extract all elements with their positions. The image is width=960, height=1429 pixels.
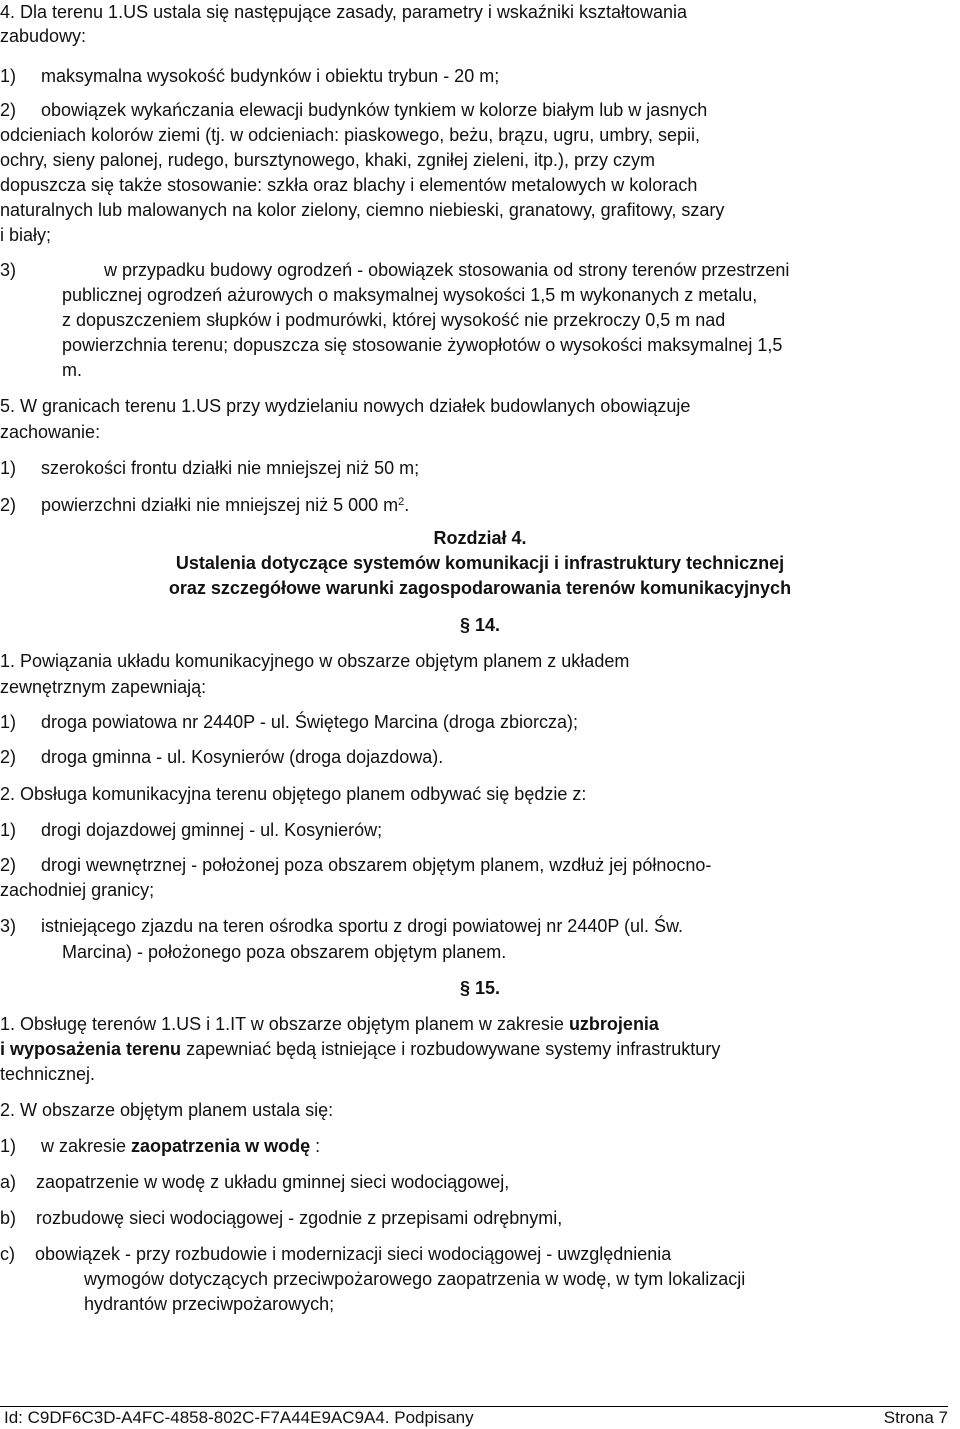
p4-item2-line: dopuszcza się także stosowanie: szkła oraz blachy i elementów metalowych w kolorach — [0, 175, 698, 195]
s15-item-c-line: wymogów dotyczących przeciwpożarowego zaopatrzenia w wodę, w tym lokalizacji — [84, 1269, 746, 1289]
p4-item3-line: powierzchnia terenu; dopuszcza się stosowanie żywopłotów o wysokości maksymalnej 1,5 — [62, 335, 783, 355]
p4-item3-line: z dopuszczeniem słupków i podmurówki, której wysokość nie przekroczy 0,5 m nad — [62, 310, 726, 330]
p4-item3-line: publicznej ogrodzeń ażurowych o maksymalnej wysokości 1,5 m wykonanych z metalu, — [62, 285, 758, 305]
s14-p2-item1: 1) drogi dojazdowej gminnej - ul. Kosynierów; — [0, 820, 383, 840]
chapter-number: Rozdział 4. — [433, 528, 527, 548]
s14-p2: 2. Obsługa komunikacyjna terenu objętego planem odbywać się będzie z: — [0, 784, 587, 804]
s15-p2-item1: 1) w zakresie zaopatrzenia w wodę : — [0, 1136, 321, 1156]
chapter-title: Ustalenia dotyczące systemów komunikacji i infrastruktury technicznej — [175, 553, 785, 573]
superscript-2: 2 — [398, 496, 405, 508]
s15-p1-line: 1. Obsługę terenów 1.US i 1.IT w obszarze objętym planem w zakresie uzbrojenia — [0, 1014, 659, 1034]
section-15-heading: § 15. — [459, 978, 501, 998]
p4-item3-line: m. — [62, 360, 82, 380]
p5-item2: 2) powierzchni działki nie mniejszej niż 5 000 $m^2$. — [0, 495, 410, 515]
p4-item3-line: w przypadku budowy ogrodzeń - obowiązek stosowania od strony terenów przestrzeni — [104, 260, 790, 280]
p4-intro: 4. Dla terenu 1.US ustala się następujące zasady, parametry i wskaźniki kształtowania — [0, 2, 687, 22]
page-number: Strona 7 — [883, 1408, 948, 1427]
p4-item2-line: naturalnych lub malowanych na kolor zielony, ciemno niebieski, granatowy, grafitowy, szary — [0, 200, 725, 220]
s14-p1-item1: 1) droga powiatowa nr 2440P - ul. Świętego Marcina (droga zbiorcza); — [0, 712, 578, 732]
s15-p1-line: technicznej. — [0, 1064, 96, 1084]
p4-item2-line: ochry, sieny palonej, rudego, bursztynowego, khaki, zgniłej zieleni, itp.), przy czym — [0, 150, 655, 170]
s14-p1-item2: 2) droga gminna - ul. Kosynierów (droga dojazdowa). — [0, 747, 444, 767]
chapter-title: oraz szczegółowe warunki zagospodarowania terenów komunikacyjnych — [168, 578, 792, 598]
page-footer — [0, 1406, 948, 1429]
p5-line: 5. W granicach terenu 1.US przy wydzielaniu nowych działek budowlanych obowiązuje — [0, 396, 691, 416]
document-id: Id: C9DF6C3D-A4FC-4858-802C-F7A44E9AC9A4. Podpisany — [4, 1408, 474, 1427]
p5-item1: 1) szerokości frontu działki nie mniejszej niż 50 m; — [0, 458, 420, 478]
section-14-heading: § 14. — [459, 615, 501, 635]
p4-item1: 1) maksymalna wysokość budynków i obiektu trybun - 20 m; — [0, 66, 500, 86]
s14-p2-item2-line: zachodniej granicy; — [0, 880, 155, 900]
p4-item2-line: 2) obowiązek wykańczania elewacji budynków tynkiem w kolorze białym lub w jasnych — [0, 100, 708, 120]
s14-p2-item2-line: 2) drogi wewnętrznej - położonej poza obszarem objętym planem, wzdłuż jej północno- — [0, 855, 712, 875]
s15-p2: 2. W obszarze objętym planem ustala się: — [0, 1100, 334, 1120]
s14-p2-item3-line: Marcina) - położonego poza obszarem objętym planem. — [62, 942, 507, 962]
s15-item-a: a) zaopatrzenie w wodę z układu gminnej sieci wodociągowej, — [0, 1172, 510, 1192]
s14-p1-line: 1. Powiązania układu komunikacyjnego w obszarze objętym planem z układem — [0, 651, 630, 671]
p5-line: zachowanie: — [0, 422, 101, 442]
s15-item-b: b) rozbudowę sieci wodociągowej - zgodnie z przepisami odrębnymi, — [0, 1208, 563, 1228]
p4-item3-number: 3) — [0, 260, 17, 280]
s14-p1-line: zewnętrznym zapewniają: — [0, 677, 207, 697]
p4-intro-cont: zabudowy: — [0, 26, 87, 46]
p4-item2-line: i biały; — [0, 225, 52, 245]
s15-item-c-line: hydrantów przeciwpożarowych; — [84, 1294, 335, 1314]
s15-item-c-line: c) obowiązek - przy rozbudowie i modernizacji sieci wodociągowej - uwzględnienia — [0, 1244, 672, 1264]
s15-p1-line: i wyposażenia terenu zapewniać będą istniejące i rozbudowywane systemy infrastruktury — [0, 1039, 721, 1059]
p4-item2-line: odcieniach kolorów ziemi (tj. w odcieniach: piaskowego, beżu, brązu, ugru, umbry, sepii, — [0, 125, 701, 145]
s14-p2-item3-line: 3) istniejącego zjazdu na teren ośrodka sportu z drogi powiatowej nr 2440P (ul. Św. — [0, 916, 684, 936]
